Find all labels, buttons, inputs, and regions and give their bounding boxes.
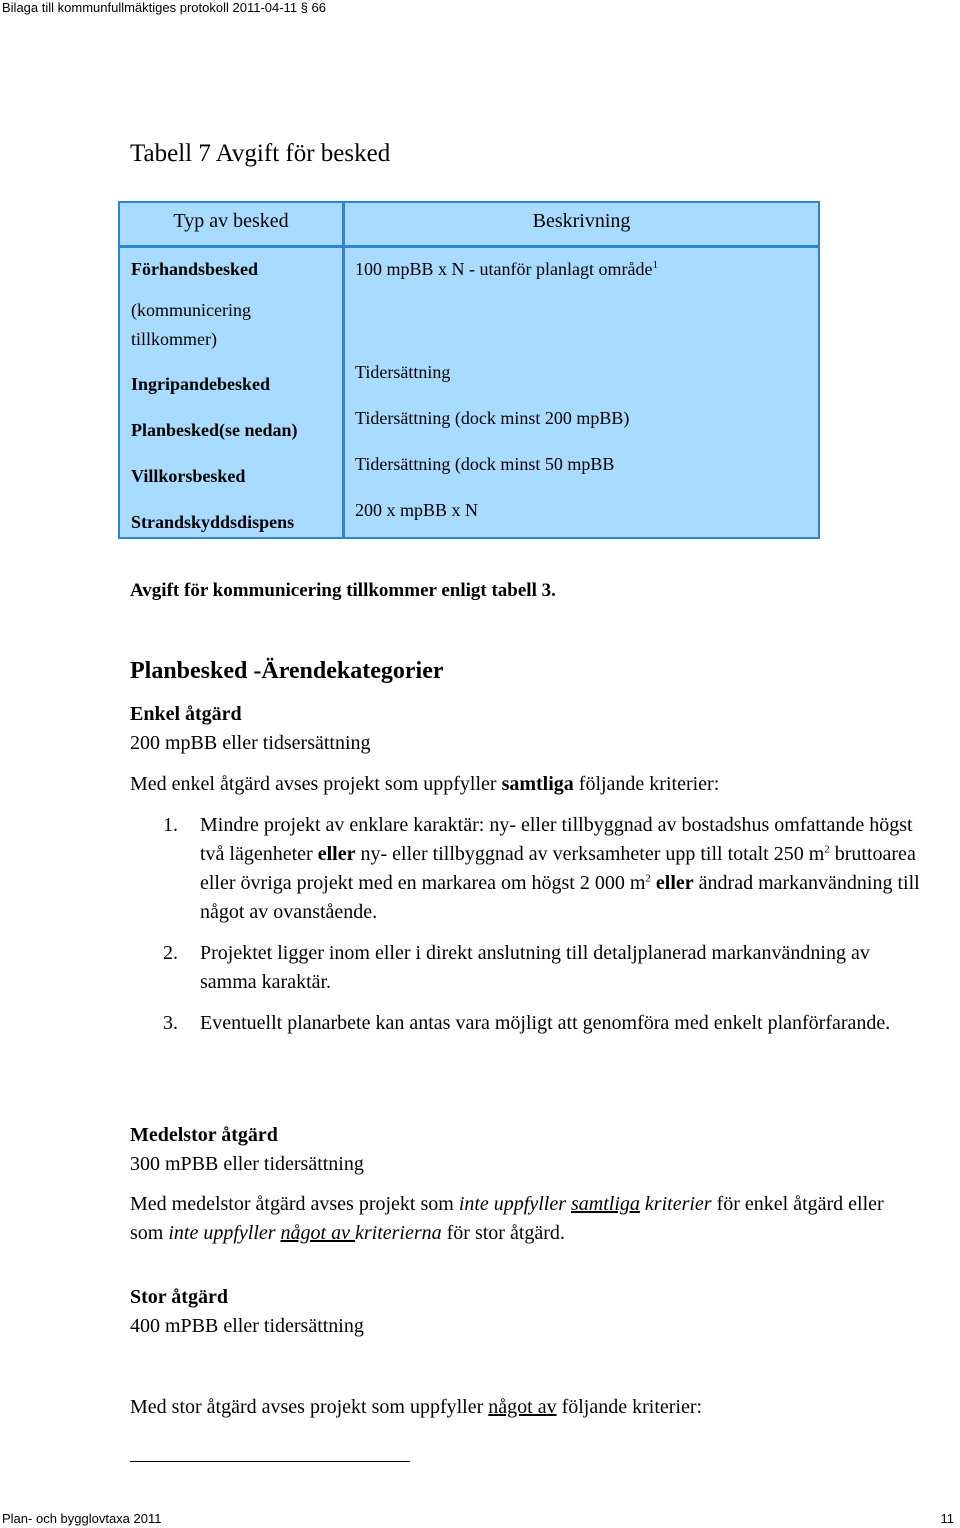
col-header-description: Beskrivning [344,202,820,247]
stor-title: Stor åtgärd [130,1286,228,1308]
page-footer [0,1511,960,1528]
header-text: Bilaga till kommunfullmäktiges protokoll 2011-04-11 § 66 [2,0,326,15]
stor-description: Med stor åtgärd avses projekt som uppfyller något av följande kriterier: [130,1396,703,1418]
row-description: Tidersättning (dock minst 200 mpBB) [355,408,630,428]
row-type: Villkorsbesked [131,466,246,486]
stor-fee: 400 mPBB eller tidersättning [130,1315,364,1337]
table-header-row [119,202,819,247]
list-item: 1. Mindre projekt av enklare karaktär: ny- eller tillbyggnad av bostadshus omfattande högst två lägenheter eller ny- eller tillbyggnad av verksamheter upp till totalt 250 $m^2$ bruttoarea eller övriga projekt med en markarea om högst 2 000 $m^2$ eller ändrad markanvändning till något av ovanstående. [163,814,920,923]
list-item: 3. Eventuellt planarbete kan antas vara möjligt att genomföra med enkelt planförfarande. [163,1012,891,1034]
enkel-fee: 200 mpBB eller tidsersättning [130,732,371,754]
row-description: Tidersättning (dock minst 50 mpBB [355,454,615,474]
table-note: Avgift för kommunicering tillkommer enligt tabell 3. [130,580,556,601]
medel-title: Medelstor åtgärd [130,1124,278,1146]
row-type-note: (kommunicering tillkommer) [131,300,251,349]
medel-description: Med medelstor åtgärd avses projekt som inte uppfyller samtliga kriterier för enkel åtgärd eller som inte uppfyller något av kriterierna för stor åtgärd. [130,1193,884,1244]
row-type: Planbesked(se nedan) [131,420,298,440]
row-type: Förhandsbesked [131,259,259,279]
table-title: Tabell 7 Avgift för besked [130,140,391,167]
page-number: 11 [940,1511,954,1526]
section-heading: Planbesked -Ärendekategorier [130,658,444,684]
fee-table [118,201,820,539]
footer-title: Plan- och bygglovtaxa 2011 [2,1511,162,1526]
row-description: 100 mpBB x N - utanför planlagt område$^1$ [355,259,658,279]
enkel-intro: Med enkel åtgärd avses projekt som uppfyller samtliga följande kriterier: [130,773,720,795]
footnote-divider [130,1461,410,1462]
table-row [119,247,819,539]
medel-fee: 300 mPBB eller tidersättning [130,1153,364,1175]
row-type: Strandskyddsdispens [131,512,295,532]
enkel-title: Enkel åtgärd [130,703,242,725]
row-description: Tidersättning [355,362,451,382]
list-item: 2. Projektet ligger inom eller i direkt anslutning till detaljplanerad markanvändning av samma karaktär. [163,942,870,993]
row-description: 200 x mpBB x N [355,500,479,520]
row-type: Ingripandebesked [131,374,271,394]
col-header-type: Typ av besked [119,202,344,247]
